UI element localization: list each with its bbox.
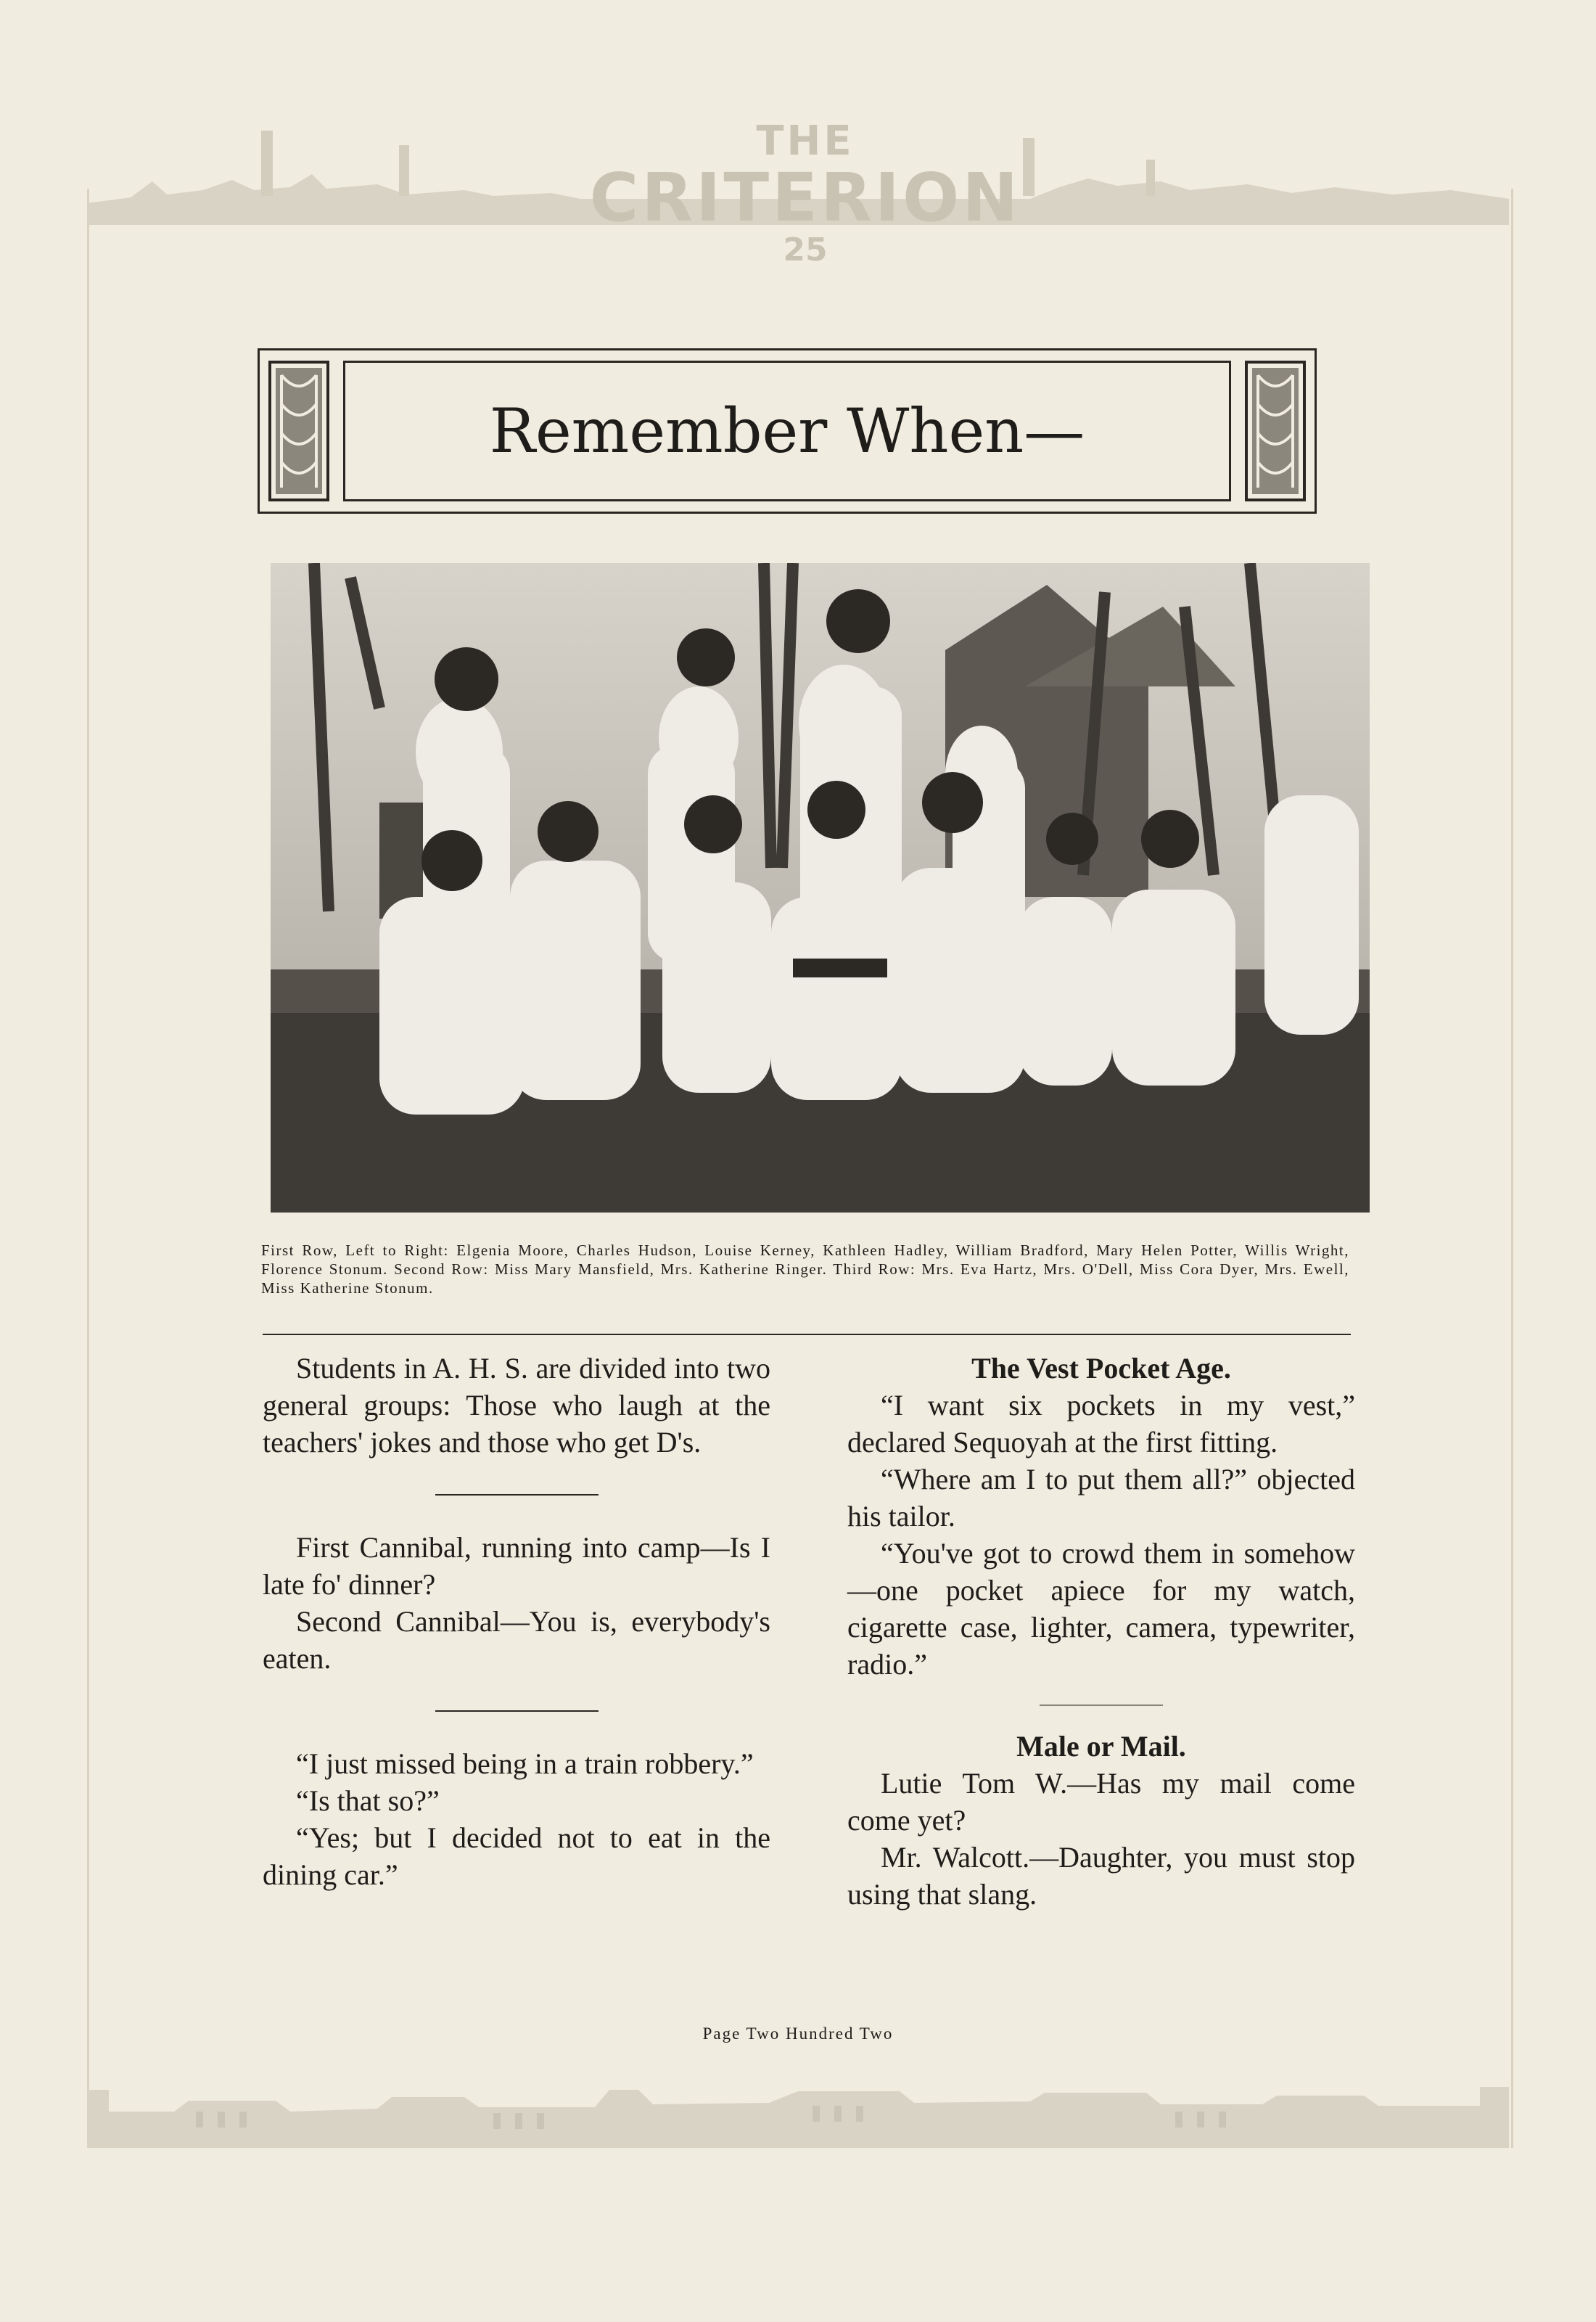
group-photo: [271, 563, 1370, 1213]
story-heading: The Vest Pocket Age.: [971, 1352, 1231, 1384]
section-divider: [263, 1334, 1351, 1335]
left-column: [263, 1350, 770, 1893]
masthead-the: THE: [756, 118, 855, 165]
story-text: Mr. Walcott.—Daughter, you must stop using that slang.: [847, 1841, 1355, 1911]
story-heading: Male or Mail.: [1016, 1730, 1186, 1763]
story-text: Lutie Tom W.—Has my mail come come yet?: [847, 1767, 1355, 1837]
joke-text: “Yes; but I decided not to eat in the dining car.”: [263, 1821, 770, 1891]
celtic-knot-ornament-icon: [1245, 361, 1306, 501]
joke-text: “I just missed being in a train robbery.”: [296, 1747, 754, 1780]
story-text: “I want six pockets in my vest,” declared Sequoyah at the first fitting.: [847, 1389, 1355, 1459]
masthead-year: 25: [783, 231, 828, 268]
page-number: Page Two Hundred Two: [702, 2024, 894, 2043]
footer-building-decoration: [87, 2061, 1509, 2155]
right-column: [847, 1350, 1355, 1913]
story-text: “You've got to crowd them in somehow—one pocket apiece for my watch, cigarette case, lighter, camera, typewriter, radio.”: [847, 1537, 1355, 1681]
joke-text: Students in A. H. S. are divided into two general groups: Those who laugh at the teachers' jokes and those who get D's.: [263, 1352, 770, 1459]
celtic-knot-ornament-icon: [268, 361, 329, 501]
masthead-name: CRITERION: [589, 159, 1021, 237]
joke-text: First Cannibal, running into camp—Is I late fo' dinner?: [263, 1531, 770, 1601]
story-text: “Where am I to put them all?” objected his tailor.: [847, 1463, 1355, 1533]
joke-divider: [435, 1494, 598, 1496]
story-divider: [1040, 1704, 1163, 1706]
photo-caption: First Row, Left to Right: Elgenia Moore, Charles Hudson, Louise Kerney, Kathleen Hadley, William Bradford, Mary Helen Potter, Willis Wright, Florence Stonum. Second Row: Miss Mary Mansfield, Mrs. Katherine Ringer. Third Row: Mrs. Eva Hartz, Mrs. O'Dell, Miss Cora Dyer, Mrs. Ewell, Miss Katherine Stonum.: [261, 1242, 1349, 1297]
title-box: [258, 348, 1317, 514]
masthead: [580, 120, 1030, 268]
joke-text: Second Cannibal—You is, everybody's eaten.: [263, 1605, 770, 1675]
group-photo-illustration: [271, 563, 1370, 1213]
joke-divider: [435, 1710, 598, 1712]
joke-text: “Is that so?”: [296, 1784, 440, 1817]
title-inner-frame: [343, 361, 1231, 501]
page-title: Remember When—: [489, 395, 1085, 467]
